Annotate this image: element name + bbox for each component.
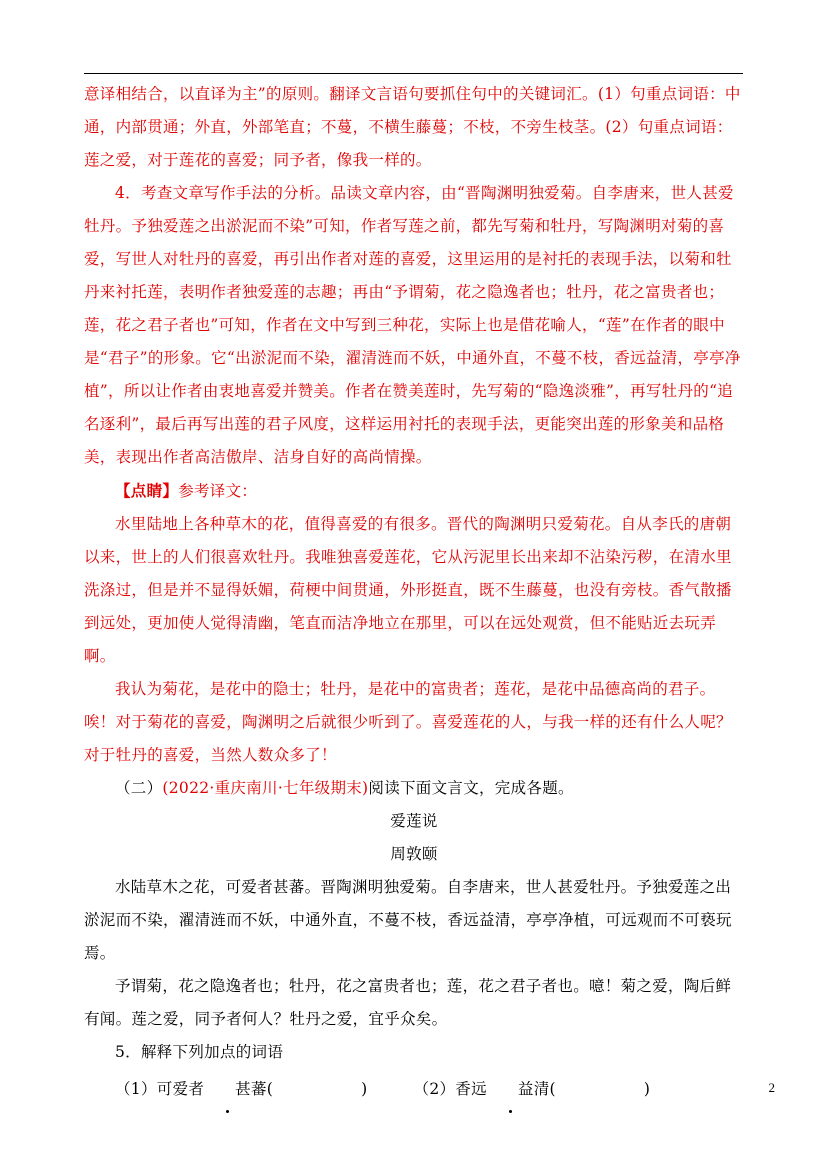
q5-item2-dotted-char: 益 [487,1073,534,1106]
analysis-3-continuation: 意译相结合，以直译为主”的原则。翻译文言语句要抓住句中的关键词汇。(1）句重点词语：中通，内部贯通；外直，外部笔直；不蔓，不横生藤蔓；不枝，不旁生枝茎。(2）句重点词语：莲之爱，对于莲花的喜爱；同予者，像我一样的。 [84,85,741,169]
analysis-4: 4．考查文章写作手法的分析。品读文章内容，由“晋陶渊明独爱菊。自李唐来，世人甚爱牡丹。予独爱莲之出淤泥而不染”可知，作者写莲之前，都先写菊和牡丹，写陶渊明对菊的喜爱，写世人对牡丹的喜爱，再引出作者对莲的喜爱，这里运用的是衬托的表现手法，以菊和牡丹来衬托莲，表明作者独爱莲的志趣；再由“予谓菊，花之隐逸者也；牡丹，花之富贵者也；莲，花之君子者也”可知，作者在文中写到三种花，实际上也是借花喻人，“莲”在作者的眼中是“君子”的形象。它“出淤泥而不染，濯清涟而不妖，中通外直，不蔓不枝，香远益清，亭亭净植”，所以让作者由衷地喜爱并赞美。作者在赞美莲时，先写菊的“隐逸淡雅”，再写牡丹的“追名逐利”，最后再写出莲的君子风度，这样运用衬托的表现手法，更能突出莲的形象美和品格美，表现出作者高洁傲岸、洁身自好的高尚情操。 [84,184,741,466]
section-instruction: 阅读下面文言文，完成各题。 [368,779,574,797]
q5-item1-dotted-char: 甚 [204,1073,251,1106]
section-2-heading [84,772,744,805]
dianjing-label: 参考译文： [178,482,258,500]
q5-item1-num: （1） [115,1080,157,1098]
q5-item1-open: ( [266,1080,274,1098]
page-number: 2 [768,1080,775,1095]
q5-item2-open: ( [549,1080,556,1098]
passage-title: 爱莲说 [390,812,438,830]
q5-item1-close: ) [361,1080,368,1098]
translation-para-1: 水里陆地上各种草木的花，值得喜爱的有很多。晋代的陶渊明只爱菊花。自从李氏的唐朝以来，世上的人们很喜欢牡丹。我唯独喜爱莲花，它从污泥里长出来却不沾染污秽，在清水里洗涤过，但是并不显得妖媚，荷梗中间贯通，外形挺直，既不生藤蔓，也没有旁枝。香气散播到远处，更加使人觉得清幽，笔直而洁净地立在那里，可以在远处观赏，但不能贴近去玩弄啊。 [84,515,732,665]
q5-item2-close: ) [643,1080,651,1098]
section-source: (2022·重庆南川·七年级期末) [162,779,369,797]
dianjing-tag: 【点睛】 [115,481,179,500]
document-body [84,78,744,1106]
passage-para-1: 水陆草木之花，可爱者甚蕃。晋陶渊明独爱菊。自李唐来，世人甚爱牡丹。予独爱莲之出淤泥而不染，濯清涟而不妖，中通外直，不蔓不枝，香远益清，亭亭净植，可远观而不可亵玩焉。 [84,878,732,962]
question-5-stem: 5．解释下列加点的词语 [115,1043,284,1061]
translation-para-2: 我认为菊花，是花中的隐士；牡丹，是花中的富贵者；莲花，是花中品德高尚的君子。唉！对于菊花的喜爱，陶渊明之后就很少听到了。喜爱莲花的人，与我一样的还有什么人呢？对于牡丹的喜爱，当然人数众多了！ [84,680,732,764]
q5-item1-pre: 可爱者 [156,1080,205,1098]
passage-author: 周敦颐 [390,845,438,863]
passage-para-2: 予谓菊，花之隐逸者也；牡丹，花之富贵者也；莲，花之君子者也。噫！菊之爱，陶后鲜有闻。莲之爱，同予者何人？牡丹之爱，宜乎众矣。 [84,977,732,1028]
dianjing-heading [84,474,744,508]
question-5-items [84,1073,744,1106]
header-rule [84,73,743,74]
q5-item2-post: 清 [533,1080,550,1098]
q5-item1-post: 蕃 [250,1080,267,1098]
q5-item2-pre: 香远 [455,1080,487,1098]
q5-item2-num: （2） [413,1080,456,1098]
section-prefix: （二） [115,779,163,797]
